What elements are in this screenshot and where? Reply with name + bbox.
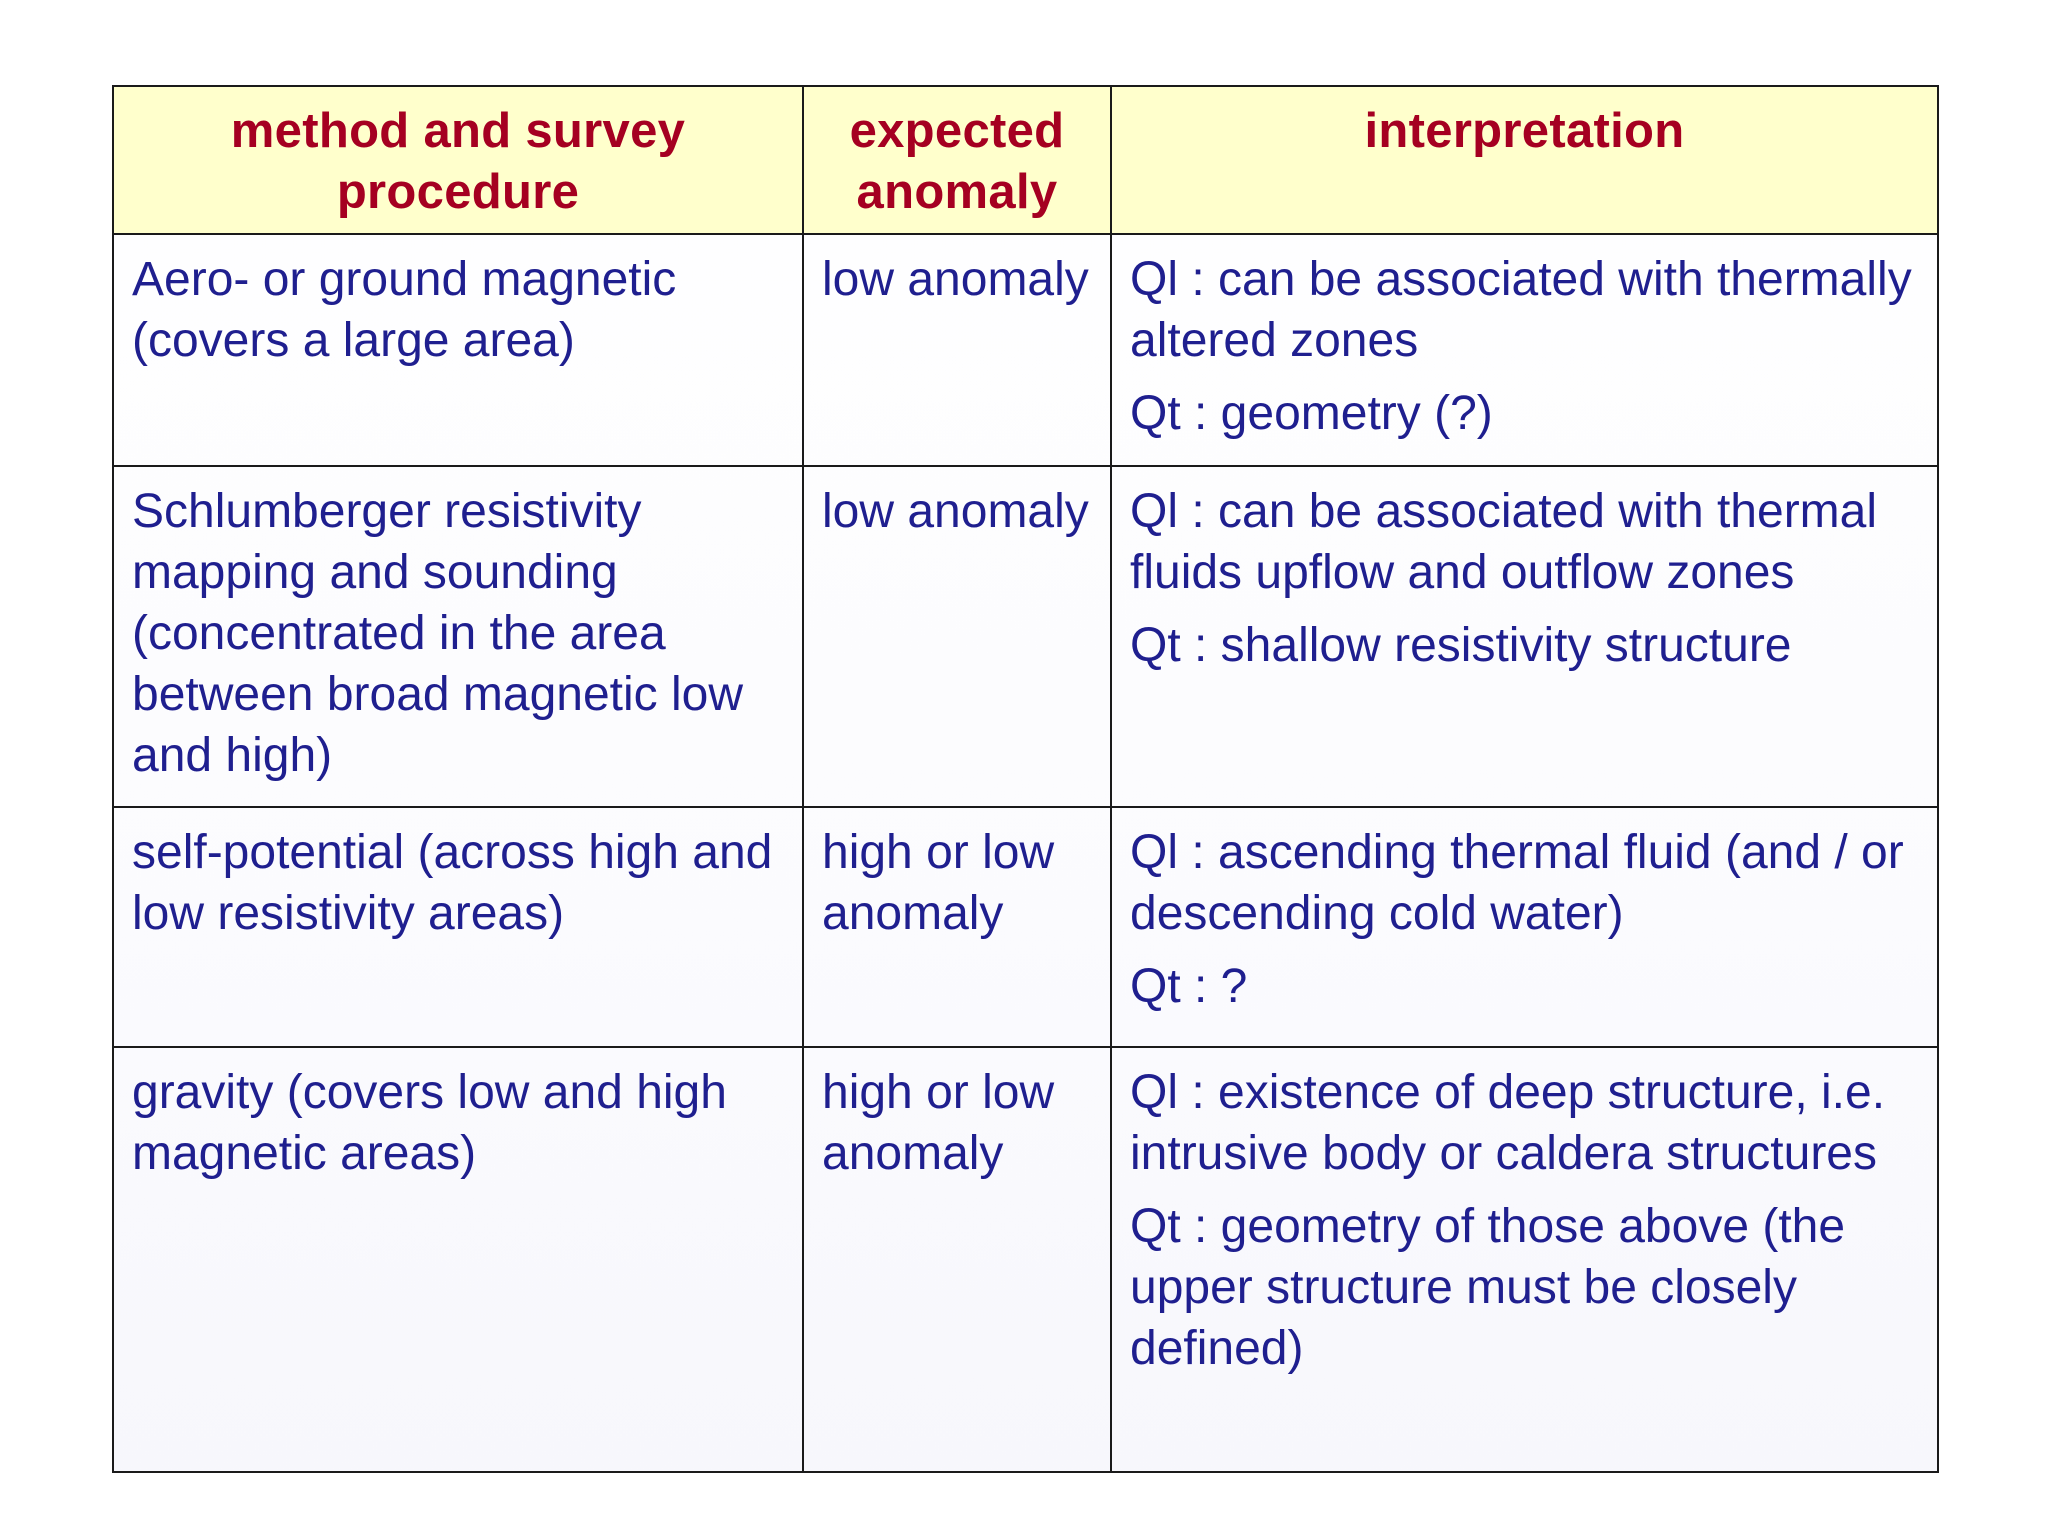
quantitative-interpretation: Qt : ? xyxy=(1130,960,1248,1013)
interpretation-cell xyxy=(1111,807,1938,1047)
method-text: self-potential (across high and low resistivity areas) xyxy=(132,826,773,940)
quantitative-interpretation: Qt : geometry (?) xyxy=(1130,387,1493,440)
anomaly-text: low anomaly xyxy=(822,485,1089,538)
method-text: Schlumberger resistivity mapping and sounding (concentrated in the area between broad magnetic low and high) xyxy=(132,485,744,782)
method-text: Aero- or ground magnetic (covers a large area) xyxy=(132,253,677,367)
table-row xyxy=(113,1047,1938,1472)
qualitative-interpretation: Ql : can be associated with thermally altered zones xyxy=(1130,253,1912,367)
qualitative-interpretation: Ql : ascending thermal fluid (and / or descending cold water) xyxy=(1130,826,1904,940)
header-method: method and survey procedure xyxy=(113,86,803,234)
qualitative-interpretation: Ql : existence of deep structure, i.e. intrusive body or caldera structures xyxy=(1130,1066,1886,1180)
qualitative-interpretation: Ql : can be associated with thermal fluids upflow and outflow zones xyxy=(1130,485,1878,599)
anomaly-text: low anomaly xyxy=(822,253,1089,306)
method-cell xyxy=(113,807,803,1047)
header-expected-anomaly: expected anomaly xyxy=(803,86,1111,234)
header-interpretation: interpretation xyxy=(1111,86,1938,234)
method-cell xyxy=(113,1047,803,1472)
anomaly-text: high or low anomaly xyxy=(822,826,1055,940)
table-row xyxy=(113,234,1938,466)
quantitative-interpretation: Qt : shallow resistivity structure xyxy=(1130,619,1792,672)
method-cell xyxy=(113,234,803,466)
interpretation-cell xyxy=(1111,466,1938,807)
table-row xyxy=(113,807,1938,1047)
interpretation-cell xyxy=(1111,1047,1938,1472)
anomaly-cell xyxy=(803,807,1111,1047)
interpretation-cell xyxy=(1111,234,1938,466)
table-row xyxy=(113,466,1938,807)
anomaly-cell xyxy=(803,1047,1111,1472)
anomaly-text: high or low anomaly xyxy=(822,1066,1055,1180)
method-text: gravity (covers low and high magnetic areas) xyxy=(132,1066,727,1180)
anomaly-cell xyxy=(803,466,1111,807)
table-header-row xyxy=(113,86,1938,234)
quantitative-interpretation: Qt : geometry of those above (the upper structure must be closely defined) xyxy=(1130,1200,1846,1375)
method-cell xyxy=(113,466,803,807)
anomaly-cell xyxy=(803,234,1111,466)
survey-methods-table xyxy=(112,85,1939,1473)
